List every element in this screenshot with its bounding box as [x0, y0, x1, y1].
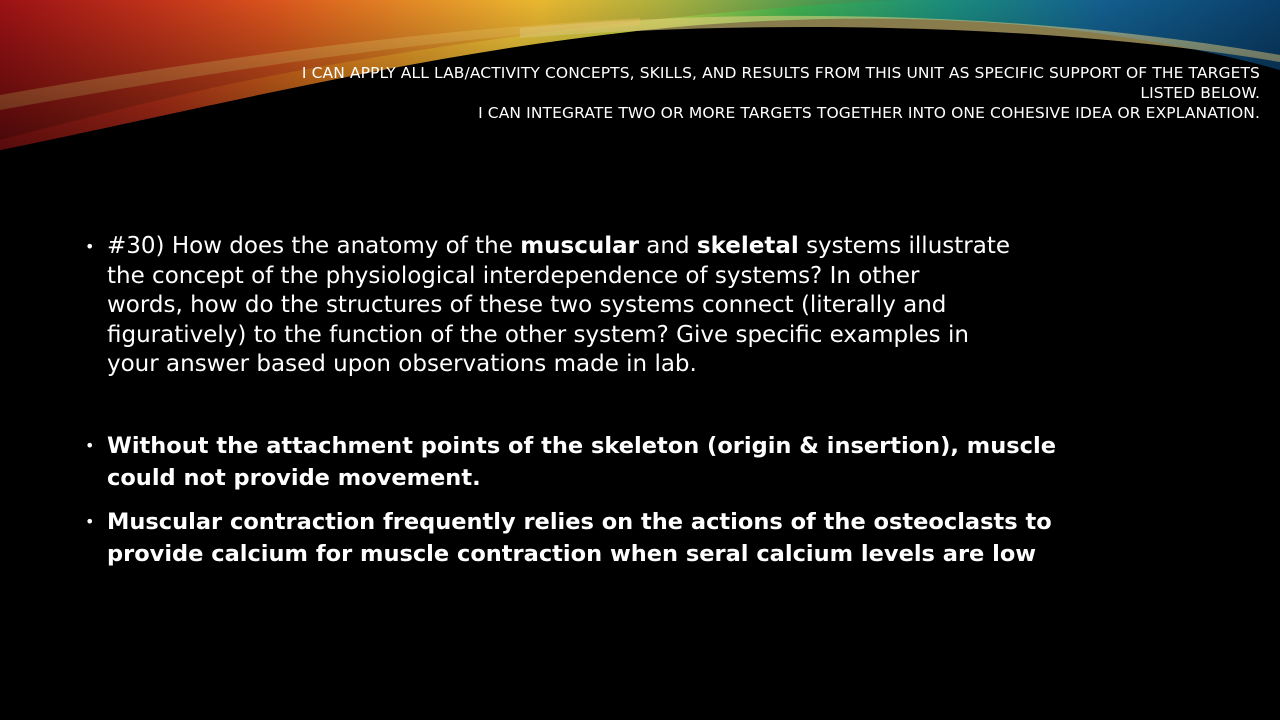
question-line-5: your answer based upon observations made in lab. — [107, 351, 697, 377]
answer-1-line-1: • Without the attachment points of the skeleton (origin & insertion), muscle — [107, 432, 1056, 459]
question-bullet — [107, 232, 1227, 380]
question-line-4: figuratively) to the function of the other system? Give specific examples in — [107, 321, 969, 348]
title-line-2: LISTED BELOW. — [1140, 84, 1260, 102]
answer-bullet-1 — [107, 430, 1227, 494]
answer-1-line-2: could not provide movement. — [107, 464, 481, 491]
question-text: systems illustrate — [798, 233, 1010, 259]
skeletal-term: skeletal — [696, 233, 799, 259]
title-line-3: I CAN INTEGRATE TWO OR MORE TARGETS TOGETHER INTO ONE COHESIVE IDEA OR EXPLANATION. — [478, 104, 1260, 122]
question-line-3: words, how do the structures of these two systems connect (literally and — [107, 292, 947, 318]
question-text: #30) How does the anatomy of the — [107, 233, 521, 259]
bullet-list — [107, 232, 1227, 582]
title-line-1: I CAN APPLY ALL LAB/ACTIVITY CONCEPTS, SKILLS, AND RESULTS FROM THIS UNIT AS SPECIFIC SUPPORT OF THE TARGETS — [301, 64, 1260, 82]
answer-2-line-2: provide calcium for muscle contraction when seral calcium levels are low — [107, 540, 1037, 567]
answer-bullet-2 — [107, 506, 1227, 570]
question-line-1 — [107, 232, 1227, 262]
answer-2-line-1: • Muscular contraction frequently relies on the actions of the osteoclasts to — [107, 508, 1052, 535]
muscular-term: muscular — [520, 233, 639, 259]
question-line-2: the concept of the physiological interdependence of systems? In other — [107, 262, 920, 289]
question-text: and — [639, 233, 697, 259]
slide-title — [40, 63, 1260, 123]
